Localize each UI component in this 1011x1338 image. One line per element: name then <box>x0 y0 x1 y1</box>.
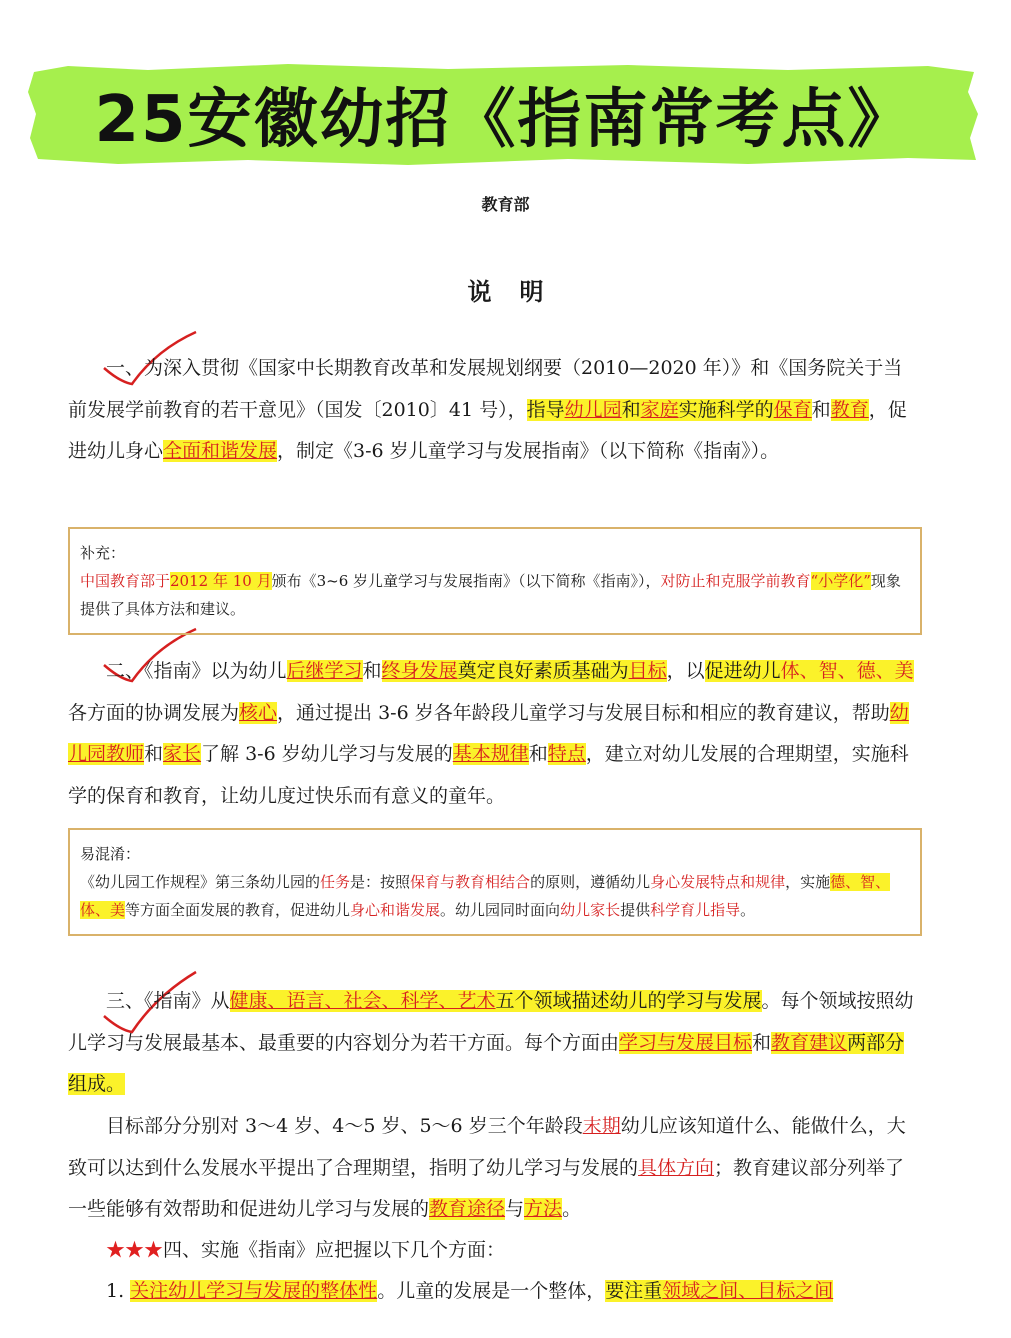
paragraph-6 <box>68 1271 918 1313</box>
paragraph-3 <box>68 981 918 1106</box>
highlight: 幼儿园教师 <box>68 701 909 765</box>
organization-name: 教育部 <box>481 195 530 214</box>
text: ，建立对幼儿发展的合理期望，实施科学的保育和教育，让幼儿度过快乐而有意义的童年。 <box>68 743 909 807</box>
text: 。 <box>740 901 756 919</box>
text: ，实施 <box>785 873 831 891</box>
text: 的原则，遵循幼儿 <box>530 873 651 891</box>
highlight: 核心 <box>239 701 278 724</box>
box-text <box>80 868 910 924</box>
highlight: 五个领域描述幼儿的学习与发展 <box>495 990 762 1012</box>
paragraph-2 <box>68 651 918 817</box>
text: 现象提供了具体方法和建议。 <box>80 572 901 618</box>
highlight: 领域之间、目标之间 <box>662 1280 834 1302</box>
list-number: 1. <box>106 1280 131 1302</box>
highlight: 幼儿园 <box>564 398 622 421</box>
text: 身心和谐发展 <box>350 901 441 919</box>
highlight: 基本规律 <box>452 743 529 765</box>
highlight: 终身发展 <box>381 660 458 682</box>
text: 了解 3-6 岁幼儿学习与发展的 <box>201 743 453 765</box>
highlight: 2012 年 10 月 <box>170 572 272 590</box>
text: 和 <box>144 743 164 765</box>
highlight: 指导 <box>526 398 565 421</box>
section-heading: 说明 <box>467 278 572 306</box>
highlight: 家庭 <box>640 398 679 421</box>
box-text <box>80 567 910 623</box>
text: 《幼儿园工作规程》第三条幼儿园的 <box>80 873 321 891</box>
highlight: 教育建议 <box>771 1031 848 1054</box>
text: 保育与教育相结合 <box>410 873 531 891</box>
text: 等方面全面发展的教育，促进幼儿 <box>125 901 351 919</box>
highlight: 特点 <box>547 743 586 765</box>
text: ，制定《3-6 岁儿童学习与发展指南》（以下简称《指南》）。 <box>277 440 780 462</box>
paragraph-1 <box>68 348 918 473</box>
text: 科学育儿指导 <box>650 901 741 919</box>
highlight: 学习与发展目标 <box>619 1031 753 1054</box>
star-icon: ★★★ <box>106 1239 164 1261</box>
text: 和 <box>752 1031 772 1054</box>
text: 各方面的协调发展为 <box>68 701 240 724</box>
banner-title: 25安徽幼招《指南常考点》 <box>94 83 914 157</box>
text: 和 <box>362 660 382 682</box>
highlight: 要注重 <box>605 1280 663 1302</box>
text: 目标部分分别对 3～4 岁、4～5 岁、5～6 岁三个年龄段 <box>106 1115 583 1137</box>
text: 与 <box>505 1198 525 1220</box>
highlight: 全面和谐发展 <box>163 440 278 462</box>
text: 中国教育部于 <box>80 572 171 590</box>
highlight: 关注幼儿学习与发展的整体性 <box>130 1280 378 1302</box>
highlight: 教育途径 <box>429 1198 506 1220</box>
box-label: 补充： <box>80 544 126 562</box>
highlight: 家长 <box>163 743 202 765</box>
text: 和 <box>528 743 548 765</box>
text: 。幼儿园同时面向 <box>440 901 561 919</box>
paragraph-4 <box>68 1106 918 1231</box>
text: 幼儿家长 <box>560 901 621 919</box>
text: 和 <box>811 398 831 421</box>
highlight: 实施科学的 <box>678 398 774 421</box>
highlight: 后继学习 <box>286 660 363 682</box>
text: 是：按照 <box>350 873 411 891</box>
text: 一、为深入贯彻《国家中长期教育改革和发展规划纲要（2010—2020 年）》和《国务院关于当前发展学前教育的若干意见》（国发〔2010〕41 号）， <box>68 357 903 421</box>
text: ，促进幼儿身心 <box>68 398 907 462</box>
text: 。 <box>562 1198 582 1220</box>
text: 四、实施《指南》应把握以下几个方面： <box>163 1239 506 1261</box>
highlight: 保育 <box>773 398 812 421</box>
text: 颁布《3~6 岁儿童学习与发展指南》（以下简称《指南》）， <box>271 572 661 590</box>
text: 。儿童的发展是一个整体， <box>377 1280 606 1302</box>
highlight: 和 <box>621 398 641 421</box>
text: ，通过提出 3-6 岁各年龄段儿童学习与发展目标和相应的教育建议，帮助 <box>277 701 890 724</box>
text: 提供 <box>620 901 651 919</box>
text: 。每个领域按照幼儿学习与发展最基本、最重要的内容划分为若干方面。每个方面由 <box>68 990 914 1054</box>
highlight: 促进幼儿 <box>704 660 781 682</box>
text: 对防止和克服学前教育 <box>660 572 811 590</box>
text: ，以 <box>666 660 705 682</box>
text: 二、《指南》以为幼儿 <box>106 660 287 682</box>
box-label: 易混淆： <box>80 845 141 863</box>
text: 幼儿应该知道什么、能做什么，大致可以达到什么发展水平提出了合理期望，指明了幼儿学习与发展的 <box>68 1115 906 1179</box>
highlight: 体、智、德、美 <box>780 660 914 682</box>
title-banner <box>28 62 980 166</box>
paragraph-5 <box>68 1230 918 1272</box>
supplement-box <box>68 527 922 635</box>
highlight: 目标 <box>628 660 667 682</box>
highlight: 德、智、体、美 <box>80 873 891 919</box>
text: 三、《指南》从 <box>106 990 230 1012</box>
text: ；教育建议部分列举了一些能够有效帮助和促进幼儿学习与发展的 <box>68 1156 905 1220</box>
highlight: 两部分组成。 <box>68 1031 905 1095</box>
text: 身心发展特点和规律 <box>650 873 786 891</box>
underlined-text: 末期 <box>582 1115 621 1137</box>
highlight: “小学化” <box>810 572 871 590</box>
underlined-text: 具体方向 <box>638 1156 715 1179</box>
highlight: 健康、语言、社会、科学、艺术 <box>229 990 496 1012</box>
highlight: 奠定良好素质基础为 <box>457 660 629 682</box>
text: 任务 <box>320 873 351 891</box>
confusion-box <box>68 828 922 936</box>
highlight: 方法 <box>524 1198 563 1220</box>
highlight: 教育 <box>830 398 869 421</box>
